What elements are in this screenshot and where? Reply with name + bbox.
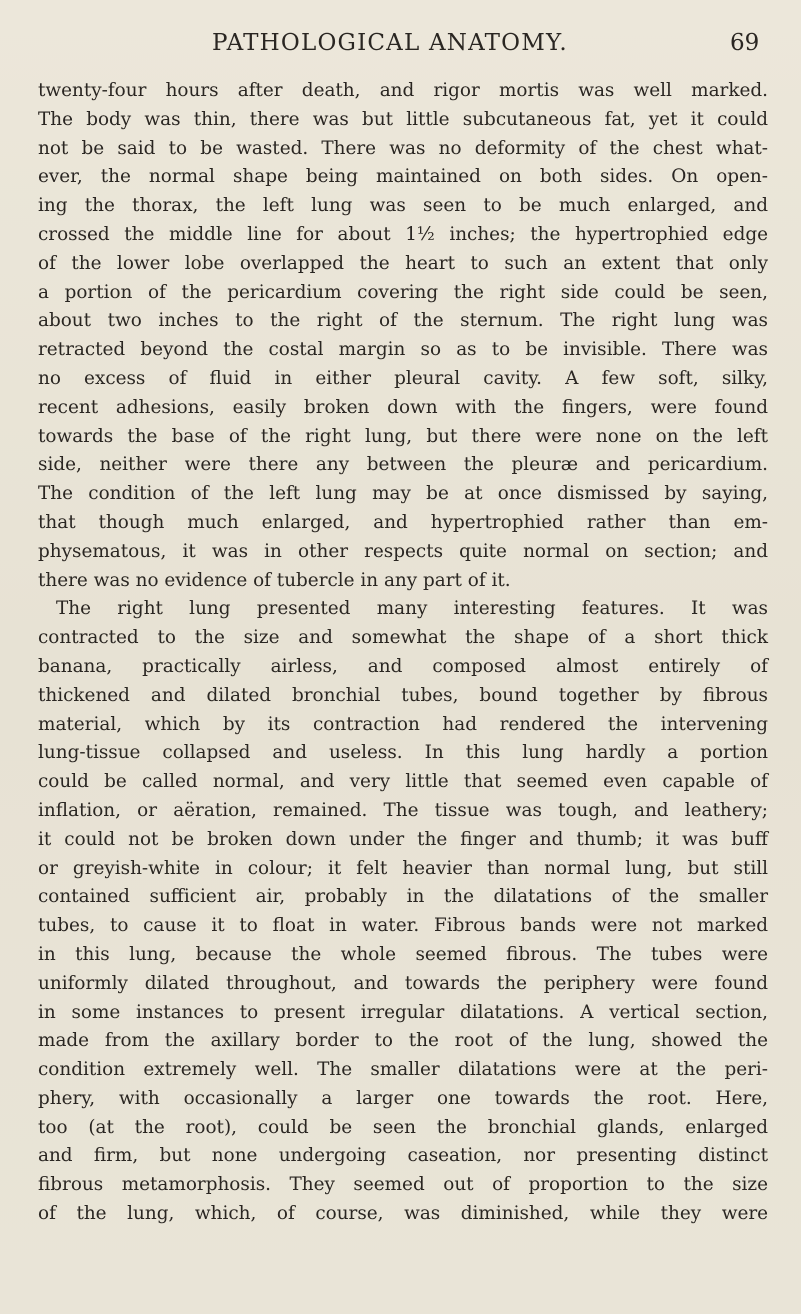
text-line: material, which by its contraction had rendered the intervening [38, 713, 768, 735]
text-line: twenty-four hours after death, and rigor mortis was well marked. [38, 80, 768, 101]
text-line: uniformly dilated throughout, and towards the periphery were found [38, 972, 768, 994]
text-line: of the lower lobe overlapped the heart to such an extent that only [38, 252, 768, 274]
text-line: fibrous metamorphosis. They seemed out of proportion to the size [38, 1174, 768, 1196]
text-line: banana, practically airless, and composed almost entirely of [38, 655, 768, 677]
running-title: PATHOLOGICAL ANATOMY. [212, 30, 568, 56]
text-line: The right lung presented many interesting features. It was [56, 598, 768, 620]
body-text [38, 77, 768, 1229]
text-line: towards the base of the right lung, but there were none on the left [38, 425, 768, 447]
text-line: ever, the normal shape being maintained on both sides. On open- [38, 166, 768, 188]
text-line: thickened and dilated bronchial tubes, bound together by fibrous [38, 684, 768, 706]
text-line: phery, with occasionally a larger one towards the root. Here, [38, 1087, 768, 1109]
text-line: made from the axillary border to the root of the lung, showed the [38, 1030, 768, 1052]
page-number: 69 [730, 30, 760, 56]
text-line: that though much enlarged, and hypertrophied rather than em- [38, 511, 768, 533]
text-line: The condition of the left lung may be at once dismissed by saying, [38, 483, 768, 505]
text-line: inflation, or aëration, remained. The tissue was tough, and leathery; [38, 799, 768, 821]
text-line: not be said to be wasted. There was no deformity of the chest what- [38, 137, 768, 159]
text-line: in this lung, because the whole seemed fibrous. The tubes were [38, 943, 768, 965]
text-line: of the lung, which, of course, was diminished, while they were [38, 1203, 768, 1225]
text-line: no excess of fluid in either pleural cavity. A few soft, silky, [38, 367, 768, 389]
text-line: or greyish-white in colour; it felt heavier than normal lung, but still [38, 857, 768, 879]
text-line: physematous, it was in other respects quite normal on section; and [38, 540, 768, 562]
text-line: could be called normal, and very little that seemed even capable of [38, 771, 768, 793]
text-line: tubes, to cause it to float in water. Fibrous bands were not marked [38, 915, 768, 937]
text-line: The body was thin, there was but little subcutaneous fat, yet it could [38, 108, 768, 130]
text-line: ing the thorax, the left lung was seen to be much enlarged, and [38, 195, 768, 217]
text-line: a portion of the pericardium covering the right side could be seen, [38, 281, 768, 303]
text-line: about two inches to the right of the sternum. The right lung was [38, 310, 768, 332]
text-line: recent adhesions, easily broken down with the fingers, were found [38, 396, 768, 418]
text-line: side, neither were there any between the pleuræ and pericardium. [38, 454, 768, 476]
text-line: lung-tissue collapsed and useless. In this lung hardly a portion [38, 742, 768, 764]
text-line: there was no evidence of tubercle in any part of it. [38, 569, 511, 591]
text-line: and firm, but none undergoing caseation, nor presenting distinct [38, 1145, 768, 1167]
text-line: condition extremely well. The smaller dilatations were at the peri- [38, 1059, 768, 1081]
text-line: it could not be broken down under the finger and thumb; it was buff [38, 828, 768, 850]
text-line: in some instances to present irregular dilatations. A vertical section, [38, 1001, 768, 1023]
text-line: contained sufficient air, probably in the dilatations of the smaller [38, 886, 768, 908]
text-line: too (at the root), could be seen the bronchial glands, enlarged [38, 1116, 768, 1138]
running-head [0, 30, 801, 64]
text-line: crossed the middle line for about 1½ inches; the hypertrophied edge [38, 223, 768, 245]
text-line: retracted beyond the costal margin so as to be invisible. There was [38, 339, 768, 361]
text-line: contracted to the size and somewhat the shape of a short thick [38, 627, 768, 649]
